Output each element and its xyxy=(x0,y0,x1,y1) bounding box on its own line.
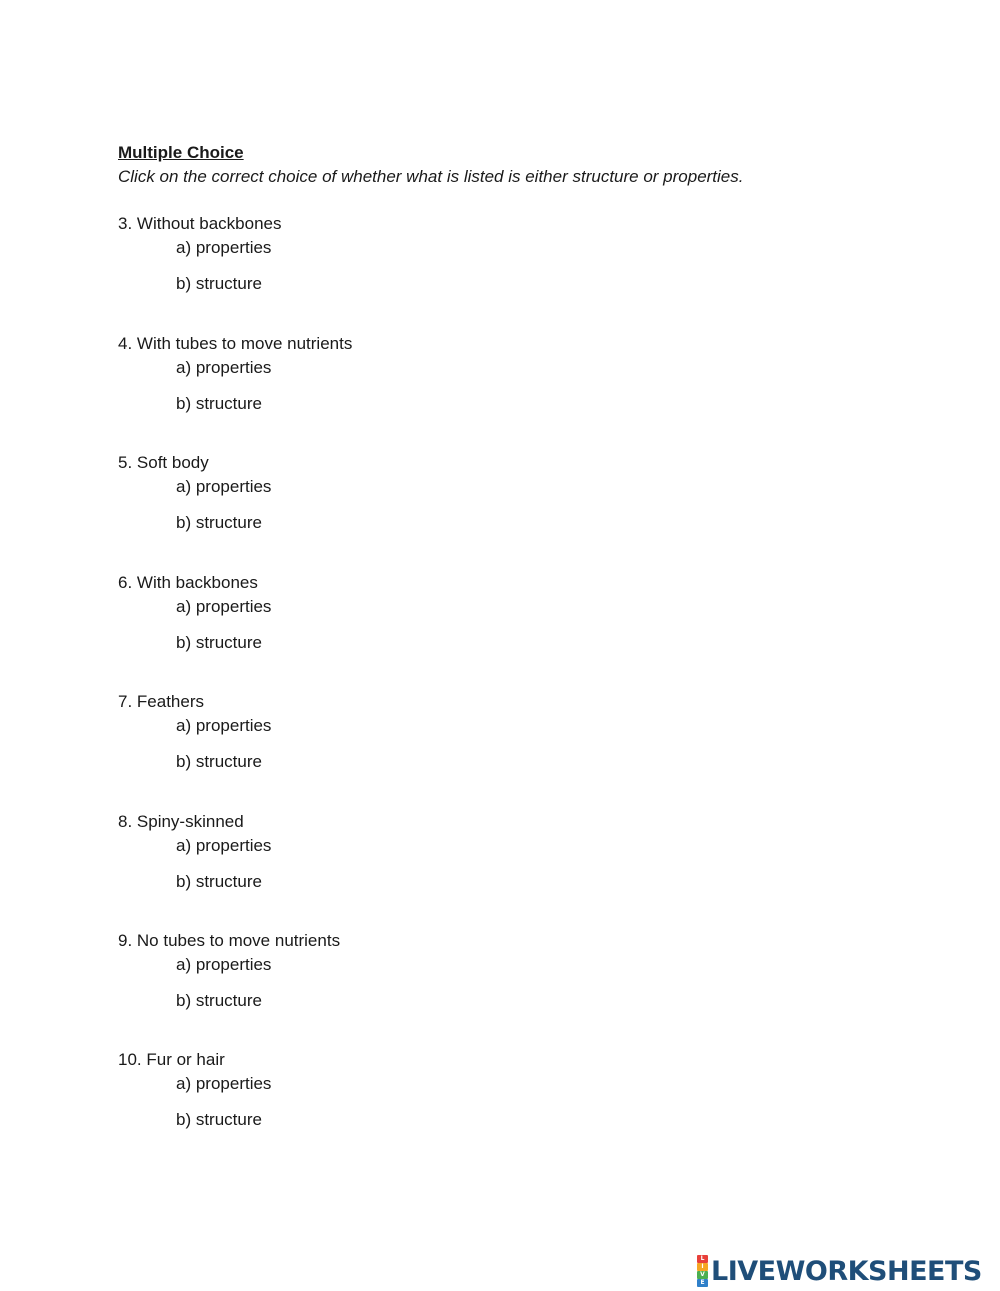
choice-b-structure[interactable]: b) structure xyxy=(176,633,262,652)
logo-square-i: I xyxy=(697,1263,708,1271)
choice-a-properties[interactable]: a) properties xyxy=(176,477,272,496)
question-6 xyxy=(0,573,1000,683)
choice-b-structure[interactable]: b) structure xyxy=(176,752,262,771)
liveworksheets-logo xyxy=(697,1254,982,1288)
question-3 xyxy=(0,214,1000,324)
choice-a-properties[interactable]: a) properties xyxy=(176,1074,272,1093)
question-text: 9. No tubes to move nutrients xyxy=(118,931,341,950)
section-heading: Multiple Choice xyxy=(118,143,244,162)
choice-b-structure[interactable]: b) structure xyxy=(176,991,262,1010)
choice-a-properties[interactable]: a) properties xyxy=(176,716,272,735)
choice-a-properties[interactable]: a) properties xyxy=(176,836,272,855)
choice-a-properties[interactable]: a) properties xyxy=(176,238,272,257)
question-7 xyxy=(0,692,1000,802)
question-9 xyxy=(0,931,1000,1041)
logo-square-v: V xyxy=(697,1271,708,1279)
choice-b-structure[interactable]: b) structure xyxy=(176,872,262,891)
instructions-text: Click on the correct choice of whether what is listed is either structure or properties. xyxy=(118,167,744,186)
question-10 xyxy=(0,1050,1000,1160)
question-text: 5. Soft body xyxy=(118,453,209,472)
choice-b-structure[interactable]: b) structure xyxy=(176,513,262,532)
logo-square-e: E xyxy=(697,1279,708,1287)
choice-a-properties[interactable]: a) properties xyxy=(176,358,272,377)
choice-a-properties[interactable]: a) properties xyxy=(176,955,272,974)
question-5 xyxy=(0,453,1000,563)
logo-text: LIVEWORKSHEETS xyxy=(711,1255,982,1287)
question-text: 8. Spiny-skinned xyxy=(118,812,244,831)
choice-a-properties[interactable]: a) properties xyxy=(176,597,272,616)
question-text: 3. Without backbones xyxy=(118,214,282,233)
logo-squares-icon xyxy=(697,1255,708,1287)
question-text: 4. With tubes to move nutrients xyxy=(118,334,353,353)
question-4 xyxy=(0,334,1000,444)
question-text: 10. Fur or hair xyxy=(118,1050,225,1069)
question-text: 7. Feathers xyxy=(118,692,204,711)
choice-b-structure[interactable]: b) structure xyxy=(176,1110,262,1129)
choice-b-structure[interactable]: b) structure xyxy=(176,394,262,413)
logo-square-l: L xyxy=(697,1255,708,1263)
question-text: 6. With backbones xyxy=(118,573,258,592)
choice-b-structure[interactable]: b) structure xyxy=(176,274,262,293)
question-8 xyxy=(0,812,1000,922)
